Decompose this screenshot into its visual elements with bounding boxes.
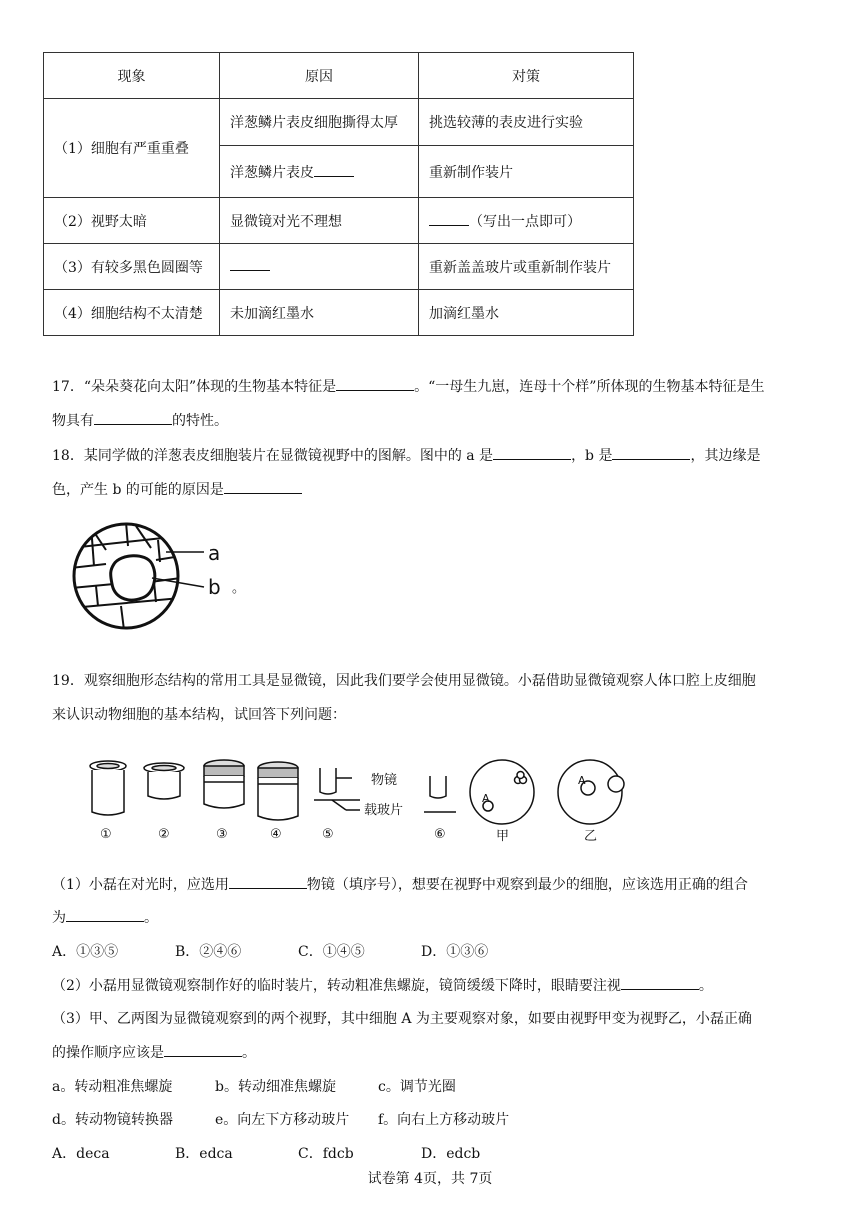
q19-s1-text-b: 物镜（填序号），想要在视野中观察到最少的细胞，应该选用正确的组合 — [306, 877, 748, 893]
answer-blank — [429, 213, 469, 226]
row1-fix-b: 重新制作装片 — [419, 146, 634, 198]
q18-text-3: ，其边缘是 — [690, 448, 761, 464]
row1-phenomenon: （1）细胞有严重重叠 — [44, 99, 220, 198]
row1-cause-b-text: 洋葱鳞片表皮 — [230, 164, 314, 181]
objective-slide-distance-6 — [424, 776, 456, 812]
row2-phenomenon: （2）视野太暗 — [44, 198, 220, 244]
option-b: B．②④⑥ — [175, 944, 242, 960]
page-footer: 试卷第 4页，共 7页 — [367, 1171, 493, 1187]
q17-line2 — [52, 410, 228, 430]
answer-blank — [230, 258, 270, 271]
objective-long-4 — [258, 762, 298, 820]
q19-s3-text-b: 的操作顺序应该是 — [52, 1045, 164, 1061]
step-d: d。转动物镜转换器 — [52, 1112, 173, 1128]
eyepiece-long-1 — [90, 761, 126, 815]
row1-fix-a: 挑选较薄的表皮进行实验 — [419, 99, 634, 146]
num-4: ④ — [270, 827, 282, 842]
q17-line1 — [52, 376, 764, 396]
row4-fix: 加滴红墨水 — [419, 290, 634, 336]
q19-steps-row2 — [52, 1109, 509, 1129]
microscope-parts-figure — [84, 756, 644, 848]
step-e: e。向左下方移动玻片 — [215, 1112, 350, 1128]
answer-blank — [164, 1042, 242, 1057]
q18-line2 — [52, 479, 302, 499]
answer-blank — [612, 445, 690, 460]
q17-text-3: 物具有 — [52, 413, 94, 429]
num-2: ② — [158, 827, 170, 842]
q19-intro-2: 来认识动物细胞的基本结构，试回答下列问题： — [52, 707, 346, 723]
q18-text-1: 18．某同学做的洋葱表皮细胞装片在显微镜视野中的图解。图中的 a 是 — [52, 448, 494, 464]
step-a: a。转动粗准焦螺旋 — [52, 1079, 173, 1095]
q18-text-4: 色，产生 b 的可能的原因是 — [52, 482, 224, 498]
q18-text-2: ，b 是 — [571, 448, 613, 464]
option-a: A．deca — [52, 1146, 110, 1162]
num-1: ① — [100, 827, 112, 842]
q19-s1-text-c: 为 — [52, 910, 66, 926]
option-b: B．edca — [175, 1146, 233, 1162]
label-yi: 乙 — [584, 829, 598, 844]
label-a: a — [208, 541, 221, 565]
q19-s1-text-d: 。 — [144, 910, 158, 926]
q19-s2-text-a: （2）小磊用显微镜观察制作好的临时装片，转动粗准焦螺旋，镜筒缓缓下降时，眼睛要注视 — [52, 978, 621, 994]
num-5: ⑤ — [322, 827, 334, 842]
view-yi — [558, 760, 624, 824]
q17-text-1: 17．“朵朵葵花向太阳”体现的生物基本特征是 — [52, 379, 337, 395]
header-countermeasure: 对策 — [419, 53, 634, 99]
answer-blank — [336, 376, 414, 391]
q18-line1 — [52, 445, 760, 465]
q19-s1-line1 — [52, 874, 748, 894]
header-cause: 原因 — [220, 53, 419, 99]
cell-a-yi: A — [578, 774, 586, 787]
num-6: ⑥ — [434, 827, 446, 842]
step-b: b。转动细准焦螺旋 — [215, 1079, 336, 1095]
q17-text-2: 。“一母生九崽，连母十个样”所体现的生物基本特征是生 — [414, 379, 765, 395]
q19-s1-line2 — [52, 907, 158, 927]
row1-cause-b — [220, 146, 419, 198]
row2-cause: 显微镜对光不理想 — [220, 198, 419, 244]
header-phenomenon: 现象 — [44, 53, 220, 99]
objective-slide-distance-5 — [314, 768, 360, 810]
air-bubble-b — [111, 556, 155, 600]
figure-period: 。 — [232, 581, 246, 596]
slide-label: 载玻片 — [364, 803, 404, 818]
option-d: D．①③⑥ — [421, 944, 489, 960]
option-c: C．①④⑤ — [298, 944, 365, 960]
q19-s1-text-a: （1）小磊在对光时，应选用 — [52, 877, 229, 893]
row4-phenomenon: （4）细胞结构不太清楚 — [44, 290, 220, 336]
option-a: A．①③⑤ — [52, 944, 119, 960]
num-3: ③ — [216, 827, 228, 842]
option-d: D．edcb — [421, 1146, 481, 1162]
answer-blank — [224, 479, 302, 494]
q19-s3-text-c: 。 — [242, 1045, 256, 1061]
label-jia: 甲 — [496, 829, 510, 844]
q19-s1-options — [52, 941, 488, 961]
row3-cause — [220, 244, 419, 290]
q19-s3-line1: （3）甲、乙两图为显微镜观察到的两个视野，其中细胞 A 为主要观察对象，如要由视野甲变为视野乙，小磊正确 — [52, 1011, 752, 1027]
row3-fix: 重新盖盖玻片或重新制作装片 — [419, 244, 634, 290]
phenomenon-cause-table — [43, 52, 634, 336]
row4-cause: 未加滴红墨水 — [220, 290, 419, 336]
answer-blank — [621, 975, 699, 990]
q17-text-4: 的特性。 — [172, 413, 228, 429]
option-c: C．fdcb — [298, 1146, 354, 1162]
row3-phenomenon: （3）有较多黑色圆圈等 — [44, 244, 220, 290]
row1-cause-a: 洋葱鳞片表皮细胞撕得太厚 — [220, 99, 419, 146]
objective-short-3 — [204, 760, 244, 808]
cell-a-jia: A — [482, 792, 490, 805]
q19-s3-line2 — [52, 1042, 256, 1062]
label-b: b — [208, 575, 221, 599]
answer-blank — [314, 164, 354, 177]
row2-fix — [419, 198, 634, 244]
answer-blank — [66, 907, 144, 922]
answer-blank — [229, 874, 307, 889]
eyepiece-short-2 — [144, 763, 184, 799]
onion-cell-view-figure — [66, 520, 256, 630]
step-c: c。调节光圈 — [378, 1079, 456, 1095]
q19-s2-line — [52, 975, 713, 995]
row2-fix-text: （写出一点即可） — [469, 213, 581, 230]
step-f: f。向右上方移动玻片 — [378, 1112, 510, 1128]
q19-s2-text-b: 。 — [698, 978, 713, 994]
answer-blank — [94, 410, 172, 425]
q19-steps-row1 — [52, 1076, 456, 1096]
objective-label: 物镜 — [371, 773, 398, 788]
q19-intro-1: 19．观察细胞形态结构的常用工具是显微镜，因此我们要学会使用显微镜。小磊借助显微镜观察人体口腔上皮细胞 — [52, 673, 756, 689]
answer-blank — [493, 445, 571, 460]
q19-s3-options — [52, 1143, 480, 1163]
view-jia — [470, 760, 534, 824]
